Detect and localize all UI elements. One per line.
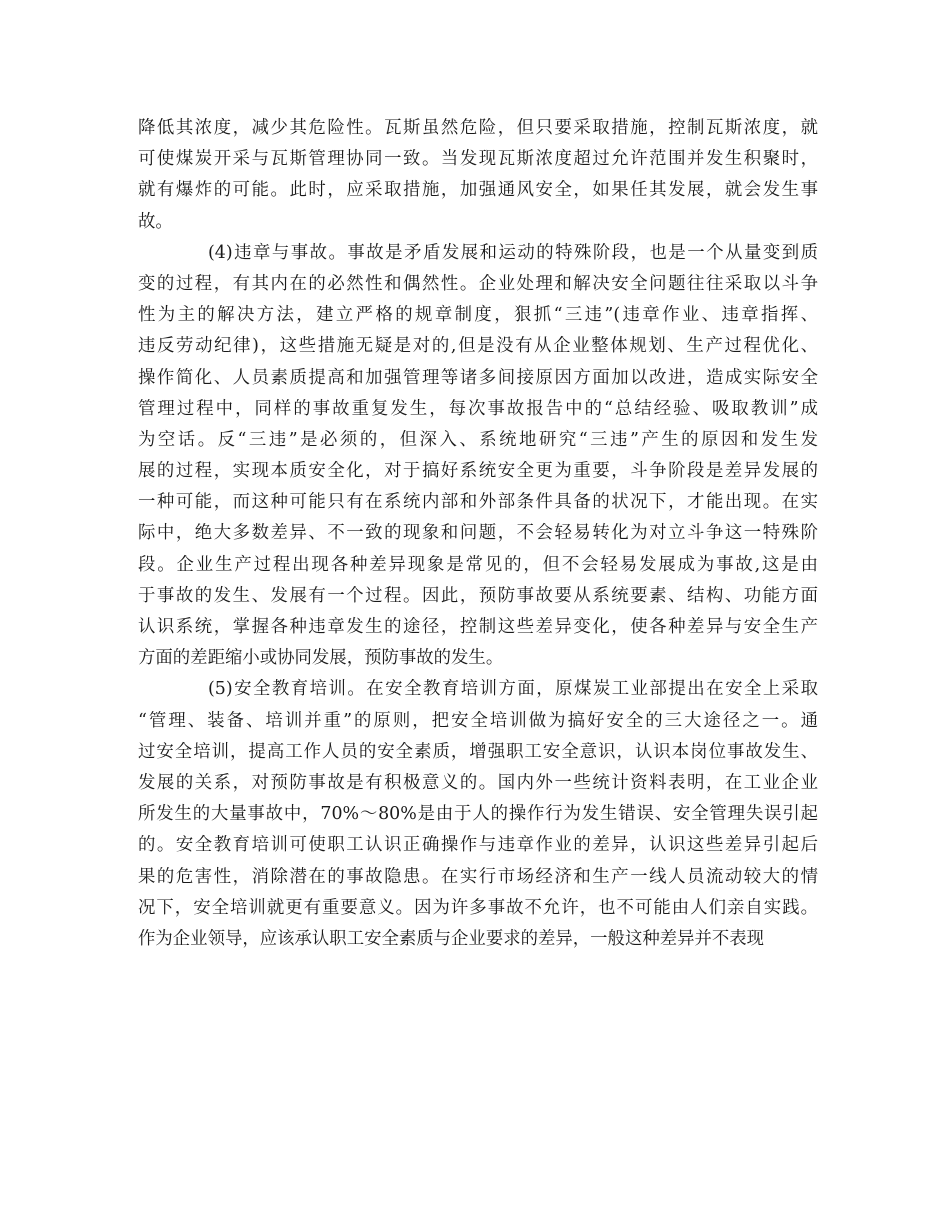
paragraph-start-line: (4)违章与事故。事故是矛盾发展和运动的特殊阶段，也是一个从量变到质 [208, 242, 818, 263]
text-line: 操作简化、人员素质提高和加强管理等诸多间接原因方面加以改进，造成实际安全 [138, 367, 818, 388]
text-line: 于事故的发生、发展有一个过程。因此，预防事故要从系统要素、结构、功能方面 [138, 585, 818, 606]
text-line: 果的危害性，消除潜在的事故隐患。在实行市场经济和生产一线人员流动较大的情 [138, 866, 818, 887]
text-line: 一种可能，而这种可能只有在系统内部和外部条件具备的状况下，才能出现。在实 [138, 492, 818, 513]
text-line: 过安全培训，提高工作人员的安全素质，增强职工安全意识，认识本岗位事故发生、 [138, 741, 818, 762]
text-line: 降低其浓度，减少其危险性。瓦斯虽然危险，但只要采取措施，控制瓦斯浓度，就 [138, 118, 818, 138]
text-line: 况下，安全培训就更有重要意义。因为许多事故不允许，也不可能由人们亲自实践。 [138, 897, 818, 918]
text-line: 故。 [138, 211, 173, 232]
text-line: 为空话。反“三违”是必须的，但深入、系统地研究“三违”产生的原因和发生发 [138, 429, 818, 450]
text-line: 展的过程，实现本质安全化，对于搞好系统安全更为重要，斗争阶段是差异发展的 [138, 461, 818, 482]
text-line: 际中，绝大多数差异、不一致的现象和问题，不会轻易转化为对立斗争这一特殊阶 [138, 523, 818, 544]
text-line: “管理、装备、培训并重”的原则，把安全培训做为搞好安全的三大途径之一。通 [138, 710, 818, 731]
text-line: 管理过程中，同样的事故重复发生，每次事故报告中的“总结经验、吸取教训”成 [138, 398, 818, 419]
text-line: 就有爆炸的可能。此时，应采取措施，加强通风安全，如果任其发展，就会发生事 [138, 180, 818, 201]
text-line: 变的过程，有其内在的必然性和偶然性。企业处理和解决安全问题往往采取以斗争 [138, 273, 818, 294]
paragraph-start-line: (5)安全教育培训。在安全教育培训方面，原煤炭工业部提出在安全上采取 [208, 679, 818, 700]
text-line: 违反劳动纪律)，这些措施无疑是对的,但是没有从企业整体规划、生产过程优化、 [138, 336, 818, 357]
text-line: 所发生的大量事故中，70%～80%是由于人的操作行为发生错误、安全管理失误引起 [138, 804, 818, 825]
body-text [138, 113, 818, 955]
text-line: 可使煤炭开采与瓦斯管理协同一致。当发现瓦斯浓度超过允许范围并发生积聚时， [138, 149, 818, 170]
text-line: 的。安全教育培训可使职工认识正确操作与违章作业的差异，认识这些差异引起后 [138, 835, 818, 856]
text-line: 性为主的解决方法，建立严格的规章制度，狠抓“三违”(违章作业、违章指挥、 [138, 305, 818, 326]
text-line: 发展的关系，对预防事故是有积极意义的。国内外一些统计资料表明，在工业企业 [138, 772, 818, 793]
text-line: 认识系统，掌握各种违章发生的途径，控制这些差异变化，使各种差异与安全生产 [138, 617, 818, 637]
text-line: 段。企业生产过程出现各种差异现象是常见的，但不会轻易发展成为事故,这是由 [138, 554, 818, 575]
text-line: 方面的差距缩小或协同发展，预防事故的发生。 [138, 648, 504, 669]
text-line: 作为企业领导，应该承认职工安全素质与企业要求的差异，一般这种差异并不表现 [138, 928, 765, 949]
